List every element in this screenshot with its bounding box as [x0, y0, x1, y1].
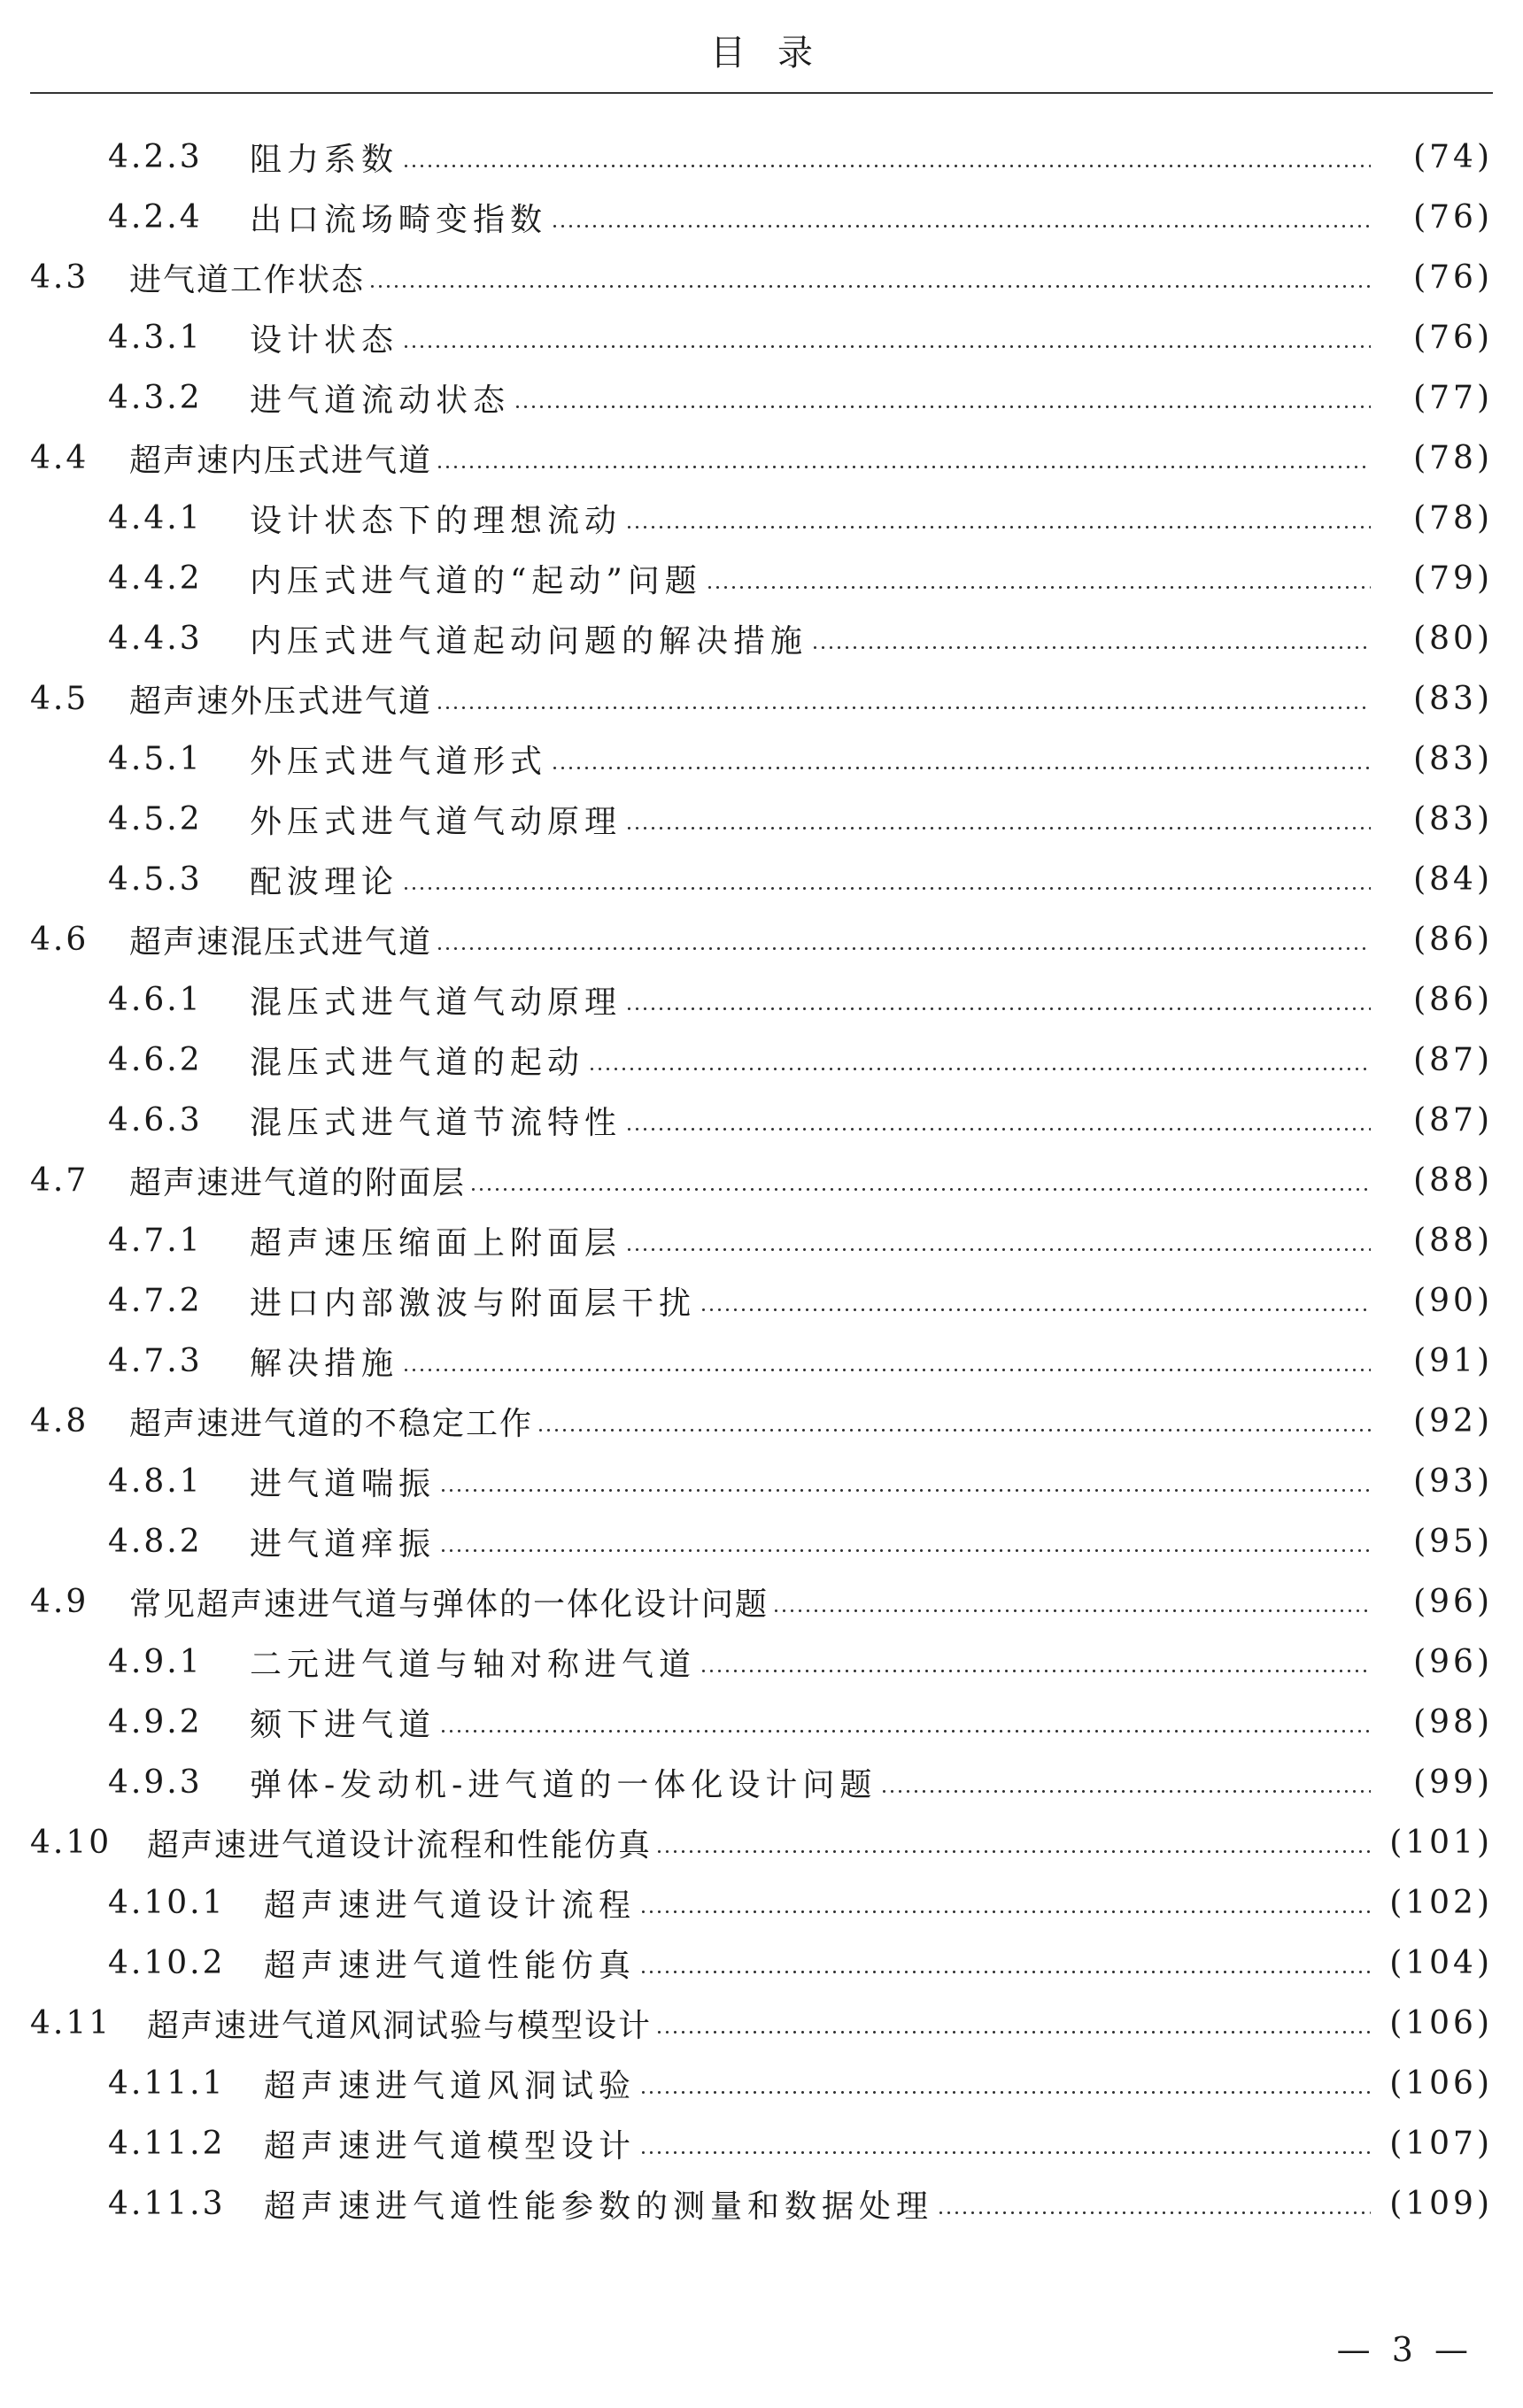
toc-entry-page: (83) — [1413, 740, 1493, 777]
toc-entry-title: 混压式进气道气动原理 — [250, 984, 622, 1021]
toc-subsection-entry[interactable] — [30, 1933, 1493, 1993]
toc-subsection-entry[interactable] — [30, 307, 1493, 367]
toc-subsection-entry[interactable] — [30, 729, 1493, 789]
toc-entry-number: 4.4 — [30, 439, 89, 476]
toc-entry-title: 超声速进气道风洞试验与模型设计 — [147, 2007, 653, 2044]
toc-entry-number: 4.11 — [30, 2004, 112, 2041]
toc-entry-page: (90) — [1413, 1282, 1493, 1319]
dot-leader — [639, 2127, 1371, 2159]
toc-subsection-entry[interactable] — [30, 1090, 1493, 1150]
toc-entry-page: (79) — [1413, 560, 1493, 597]
toc-entry-number: 4.11.2 — [108, 2125, 226, 2162]
dot-leader — [625, 502, 1371, 534]
toc-entry-page: (99) — [1413, 1764, 1493, 1801]
toc-entry-number: 4.5 — [30, 680, 89, 717]
dot-leader — [514, 382, 1371, 413]
dot-leader — [402, 141, 1371, 173]
toc-entry-number: 4.7.1 — [108, 1222, 203, 1259]
toc-subsection-entry[interactable] — [30, 1632, 1493, 1692]
toc-entry-page: (92) — [1413, 1402, 1493, 1439]
toc-entry-page: (76) — [1413, 198, 1493, 235]
toc-entry-number: 4.3 — [30, 259, 89, 296]
dot-leader — [811, 622, 1371, 654]
toc-entry-title: 超声速进气道设计流程和性能仿真 — [147, 1826, 653, 1864]
toc-entry-title: 配波理论 — [250, 863, 399, 900]
toc-entry-title: 设计状态下的理想流动 — [250, 502, 622, 539]
toc-entry-number: 4.8.1 — [108, 1463, 203, 1500]
toc-entry-title: 超声速压缩面上附面层 — [250, 1224, 622, 1262]
dot-leader — [436, 683, 1371, 714]
toc-section-entry[interactable] — [30, 247, 1493, 307]
toc-entry-title: 设计状态 — [250, 321, 399, 359]
toc-entry-page: (109) — [1389, 2185, 1493, 2222]
toc-entry-page: (106) — [1389, 2004, 1493, 2041]
toc-entry-title: 超声速进气道性能仿真 — [264, 1947, 637, 1984]
toc-subsection-entry[interactable] — [30, 1752, 1493, 1812]
toc-entry-page: (91) — [1413, 1342, 1493, 1379]
toc-entry-page: (95) — [1413, 1523, 1493, 1560]
toc-entry-page: (74) — [1413, 138, 1493, 175]
dot-leader — [625, 1104, 1371, 1136]
toc-entry-title: 解决措施 — [250, 1345, 399, 1382]
page-title: 目录 — [710, 33, 845, 73]
toc-subsection-entry[interactable] — [30, 1210, 1493, 1270]
toc-entry-number: 4.6 — [30, 921, 89, 958]
toc-entry-page: (86) — [1413, 981, 1493, 1018]
toc-entry-number: 4.11.3 — [108, 2185, 226, 2222]
toc-entry-number: 4.10 — [30, 1824, 112, 1861]
toc-entry-number: 4.6.1 — [108, 981, 203, 1018]
dot-leader — [436, 923, 1371, 955]
toc-entry-title: 超声速进气道模型设计 — [264, 2127, 637, 2165]
toc-subsection-entry[interactable] — [30, 2173, 1493, 2234]
toc-entry-title: 超声速外压式进气道 — [129, 683, 433, 720]
toc-subsection-entry[interactable] — [30, 849, 1493, 909]
toc-entry-title: 超声速进气道设计流程 — [264, 1887, 637, 1924]
toc-subsection-entry[interactable] — [30, 548, 1493, 608]
toc-entry-number: 4.11.1 — [108, 2065, 226, 2102]
toc-entry-number: 4.8.2 — [108, 1523, 203, 1560]
toc-entry-title: 出口流场畸变指数 — [250, 201, 548, 238]
toc-entry-page: (106) — [1389, 2065, 1493, 2102]
toc-entry-number: 4.7 — [30, 1162, 89, 1199]
toc-entry-title: 颏下进气道 — [250, 1706, 437, 1743]
toc-section-entry[interactable] — [30, 1150, 1493, 1210]
toc-subsection-entry[interactable] — [30, 1692, 1493, 1752]
page-number: — 3 — — [1336, 2330, 1473, 2369]
toc-entry-number: 4.9.1 — [108, 1643, 203, 1680]
toc-entry-title: 混压式进气道的起动 — [250, 1044, 585, 1081]
toc-entry-title: 进气道流动状态 — [250, 382, 511, 419]
toc-entry-page: (88) — [1413, 1162, 1493, 1199]
toc-entry-number: 4.4.3 — [108, 620, 203, 657]
dot-leader — [625, 984, 1371, 1015]
dot-leader — [551, 201, 1371, 233]
toc-entry-title: 超声速混压式进气道 — [129, 923, 433, 961]
dot-leader — [706, 562, 1371, 594]
toc-entry-page: (76) — [1413, 319, 1493, 356]
toc-entry-page: (107) — [1389, 2125, 1493, 2162]
toc-section-entry[interactable] — [30, 428, 1493, 488]
toc-subsection-entry[interactable] — [30, 1030, 1493, 1090]
dot-leader — [700, 1285, 1371, 1316]
toc-section-entry[interactable] — [30, 909, 1493, 969]
toc-entry-number: 4.7.2 — [108, 1282, 203, 1319]
dot-leader — [639, 2067, 1371, 2099]
toc-entry-number: 4.5.3 — [108, 861, 203, 898]
toc-entry-title: 内压式进气道的“起动”问题 — [250, 562, 702, 599]
toc-entry-page: (101) — [1389, 1824, 1493, 1861]
toc-entry-title: 混压式进气道节流特性 — [250, 1104, 622, 1141]
toc-entry-title: 弹体-发动机-进气道的一体化设计问题 — [250, 1766, 877, 1803]
toc-section-entry[interactable] — [30, 1812, 1493, 1872]
toc-entry-title: 进气道痒振 — [250, 1525, 437, 1563]
toc-subsection-entry[interactable] — [30, 969, 1493, 1030]
toc-entry-page: (77) — [1413, 379, 1493, 416]
dot-leader — [469, 1164, 1371, 1196]
toc-section-entry[interactable] — [30, 1993, 1493, 2053]
toc-entry-number: 4.9.2 — [108, 1703, 203, 1740]
dot-leader — [655, 2007, 1371, 2039]
dot-leader — [402, 863, 1371, 895]
toc-entry-title: 阻力系数 — [250, 141, 399, 178]
toc-subsection-entry[interactable] — [30, 2113, 1493, 2173]
toc-entry-title: 超声速进气道性能参数的测量和数据处理 — [264, 2188, 934, 2225]
toc-entry-page: (78) — [1413, 439, 1493, 476]
toc-entry-number: 4.4.1 — [108, 499, 203, 536]
toc-entry-number: 4.4.2 — [108, 560, 203, 597]
toc-entry-page: (88) — [1413, 1222, 1493, 1259]
page-header — [30, 25, 1493, 94]
toc-entry-number: 4.9.3 — [108, 1764, 203, 1801]
toc-entry-page: (84) — [1413, 861, 1493, 898]
toc-entry-page: (104) — [1389, 1944, 1493, 1981]
toc-section-entry[interactable] — [30, 668, 1493, 729]
toc-entry-page: (78) — [1413, 499, 1493, 536]
toc-entry-page: (83) — [1413, 680, 1493, 717]
toc-section-entry[interactable] — [30, 1391, 1493, 1451]
toc-entry-page: (93) — [1413, 1463, 1493, 1500]
toc-subsection-entry[interactable] — [30, 789, 1493, 849]
toc-entry-number: 4.5.1 — [108, 740, 203, 777]
toc-subsection-entry[interactable] — [30, 367, 1493, 428]
toc-entry-number: 4.10.1 — [108, 1884, 226, 1921]
dot-leader — [551, 743, 1371, 775]
toc-entry-number: 4.3.2 — [108, 379, 203, 416]
toc-entry-page: (87) — [1413, 1101, 1493, 1138]
toc-entry-page: (83) — [1413, 800, 1493, 837]
toc-entry-page: (86) — [1413, 921, 1493, 958]
toc-entry-number: 4.7.3 — [108, 1342, 203, 1379]
dot-leader — [625, 803, 1371, 835]
toc-entry-title: 常见超声速进气道与弹体的一体化设计问题 — [129, 1586, 769, 1623]
toc-subsection-entry[interactable] — [30, 1451, 1493, 1511]
dot-leader — [439, 1525, 1371, 1557]
toc-entry-title: 进气道工作状态 — [129, 261, 366, 298]
toc-subsection-entry[interactable] — [30, 1872, 1493, 1933]
toc-entry-number: 4.5.2 — [108, 800, 203, 837]
toc-subsection-entry[interactable] — [30, 488, 1493, 548]
toc-subsection-entry[interactable] — [30, 608, 1493, 668]
toc-entry-title: 内压式进气道起动问题的解决措施 — [250, 622, 808, 660]
dot-leader — [639, 1947, 1371, 1979]
toc-entry-title: 进气道喘振 — [250, 1465, 437, 1502]
toc-subsection-entry[interactable] — [30, 2053, 1493, 2113]
toc-entry-title: 外压式进气道气动原理 — [250, 803, 622, 840]
dot-leader — [880, 1766, 1371, 1798]
toc-entry-number: 4.8 — [30, 1402, 89, 1439]
dot-leader — [368, 261, 1371, 293]
toc-entry-title: 超声速内压式进气道 — [129, 442, 433, 479]
toc-subsection-entry[interactable] — [30, 127, 1493, 187]
table-of-contents — [30, 127, 1493, 2234]
toc-entry-page: (98) — [1413, 1703, 1493, 1740]
toc-entry-number: 4.3.1 — [108, 319, 203, 356]
dot-leader — [439, 1465, 1371, 1497]
toc-subsection-entry[interactable] — [30, 1511, 1493, 1571]
toc-entry-page: (102) — [1389, 1884, 1493, 1921]
dot-leader — [700, 1646, 1371, 1678]
toc-entry-page: (76) — [1413, 259, 1493, 296]
dot-leader — [588, 1044, 1371, 1076]
toc-entry-page: (87) — [1413, 1041, 1493, 1078]
toc-entry-title: 外压式进气道形式 — [250, 743, 548, 780]
toc-subsection-entry[interactable] — [30, 1270, 1493, 1331]
dot-leader — [772, 1586, 1371, 1617]
toc-entry-title: 超声速进气道的不稳定工作 — [129, 1405, 534, 1442]
dot-leader — [439, 1706, 1371, 1738]
toc-entry-number: 4.6.3 — [108, 1101, 203, 1138]
dot-leader — [436, 442, 1371, 474]
toc-entry-number: 4.10.2 — [108, 1944, 226, 1981]
toc-subsection-entry[interactable] — [30, 1331, 1493, 1391]
toc-entry-number: 4.2.3 — [108, 138, 203, 175]
toc-subsection-entry[interactable] — [30, 187, 1493, 247]
dot-leader — [639, 1887, 1371, 1918]
toc-entry-title: 二元进气道与轴对称进气道 — [250, 1646, 697, 1683]
dot-leader — [625, 1224, 1371, 1256]
toc-entry-page: (96) — [1413, 1643, 1493, 1680]
toc-entry-number: 4.9 — [30, 1583, 89, 1620]
dot-leader — [402, 321, 1371, 353]
toc-entry-number: 4.6.2 — [108, 1041, 203, 1078]
toc-entry-page: (80) — [1413, 620, 1493, 657]
toc-entry-number: 4.2.4 — [108, 198, 203, 235]
dot-leader — [402, 1345, 1371, 1377]
dot-leader — [937, 2188, 1371, 2219]
toc-entry-title: 超声速进气道风洞试验 — [264, 2067, 637, 2104]
toc-section-entry[interactable] — [30, 1571, 1493, 1632]
toc-entry-title: 超声速进气道的附面层 — [129, 1164, 467, 1201]
dot-leader — [655, 1826, 1371, 1858]
toc-entry-page: (96) — [1413, 1583, 1493, 1620]
toc-entry-title: 进口内部激波与附面层干扰 — [250, 1285, 697, 1322]
dot-leader — [537, 1405, 1371, 1437]
